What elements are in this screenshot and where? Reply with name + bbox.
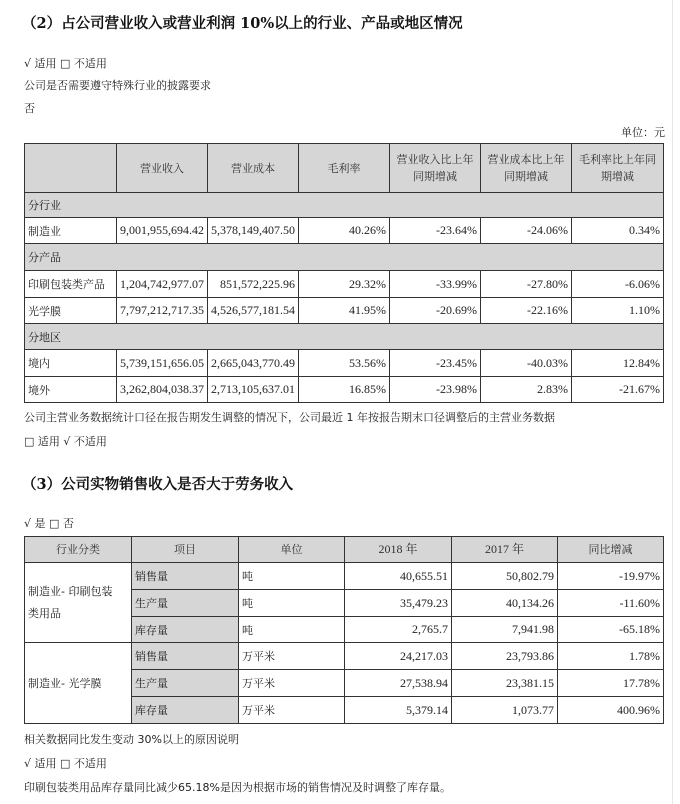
rev-change-cell: -23.64% (390, 218, 481, 244)
revenue-cell: 9,001,955,694.42 (117, 218, 208, 244)
row-name: 光学膜 (25, 298, 117, 324)
cost-change-cell: -27.80% (481, 271, 572, 298)
margin-cell: 40.26% (299, 218, 390, 244)
table-row (25, 298, 664, 324)
reason-title: 相关数据同比发生变动 30%以上的原因说明 (24, 733, 239, 746)
section-label: 分地区 (25, 324, 664, 350)
header-rev-change-line1: 营业收入比上年 (396, 153, 474, 166)
margin-change-cell: 0.34% (572, 218, 664, 244)
header-cost-change-line1: 营业成本比上年 (487, 153, 565, 166)
y2017-cell: 23,793.86 (452, 643, 558, 670)
section3-answer: √ 是 □ 否 (24, 517, 74, 530)
margin-cell: 16.85% (299, 377, 390, 403)
section-row-product (25, 244, 664, 271)
page-edge (672, 0, 673, 804)
table-row (25, 563, 664, 590)
table-row (25, 643, 664, 670)
y2018-cell: 35,479.23 (345, 590, 452, 617)
cost-change-cell: 2.83% (481, 377, 572, 403)
revenue-cell: 3,262,804,038.37 (117, 377, 208, 403)
y2017-cell: 23,381.15 (452, 670, 558, 697)
header-cost-change-line2: 同期增减 (504, 170, 548, 183)
cost-change-cell: -22.16% (481, 298, 572, 324)
change-cell: 17.78% (558, 670, 664, 697)
margin-change-cell: 12.84% (572, 350, 664, 377)
header-margin-change-line2: 期增减 (601, 170, 634, 183)
change-cell: -11.60% (558, 590, 664, 617)
section3-title: （3）公司实物销售收入是否大于劳务收入 (22, 476, 294, 493)
cost-cell: 851,572,225.96 (208, 271, 299, 298)
margin-cell: 41.95% (299, 298, 390, 324)
margin-cell: 29.32% (299, 271, 390, 298)
y2017-cell: 40,134.26 (452, 590, 558, 617)
item-cell: 销售量 (132, 563, 239, 590)
header-item: 项目 (132, 537, 239, 563)
y2018-cell: 24,217.03 (345, 643, 452, 670)
header-cost-change (481, 144, 572, 193)
item-cell: 销售量 (132, 643, 239, 670)
table-row (25, 218, 664, 244)
section2-question: 公司是否需要遵守特殊行业的披露要求 (24, 79, 211, 92)
unit-cell: 吨 (239, 590, 345, 617)
header-2017: 2017 年 (452, 537, 558, 563)
cost-change-cell: -24.06% (481, 218, 572, 244)
item-cell: 库存量 (132, 697, 239, 724)
section2-note-applicable: □ 适用 √ 不适用 (24, 435, 107, 448)
change-cell: 1.78% (558, 643, 664, 670)
header-margin-change (572, 144, 664, 193)
unit-cell: 吨 (239, 617, 345, 643)
margin-cell: 53.56% (299, 350, 390, 377)
section2-note: 公司主营业务数据统计口径在报告期发生调整的情况下，公司最近 1 年按报告期末口径调整后的主营业务数据 (24, 411, 555, 424)
section2-answer: 否 (24, 102, 35, 115)
unit-cell: 万平米 (239, 697, 345, 724)
unit-cell: 万平米 (239, 643, 345, 670)
reason-text: 印刷包装类用品库存量同比减少65.18%是因为根据市场的销售情况及时调整了库存量。 (24, 781, 451, 794)
row-name: 境内 (25, 350, 117, 377)
table-row (25, 350, 664, 377)
cost-cell: 5,378,149,407.50 (208, 218, 299, 244)
item-cell: 生产量 (132, 590, 239, 617)
sales-table (24, 536, 664, 724)
header-change: 同比增减 (558, 537, 664, 563)
category-cell: 制造业- 光学膜 (25, 643, 132, 724)
y2017-cell: 50,802.79 (452, 563, 558, 590)
y2018-cell: 2,765.7 (345, 617, 452, 643)
row-name: 印刷包装类产品 (25, 271, 117, 298)
category-cell: 制造业- 印刷包装类用品 (25, 563, 132, 643)
margin-change-cell: 1.10% (572, 298, 664, 324)
header-margin-change-line1: 毛利率比上年同 (579, 153, 656, 166)
table-row (25, 377, 664, 403)
rev-change-cell: -33.99% (390, 271, 481, 298)
header-margin: 毛利率 (299, 144, 390, 193)
unit-label: 单位：元 (621, 126, 665, 139)
y2018-cell: 27,538.94 (345, 670, 452, 697)
section-row-industry (25, 193, 664, 218)
revenue-cell: 1,204,742,977.07 (117, 271, 208, 298)
cost-cell: 2,665,043,770.49 (208, 350, 299, 377)
header-unit: 单位 (239, 537, 345, 563)
header-category: 行业分类 (25, 537, 132, 563)
y2018-cell: 5,379.14 (345, 697, 452, 724)
revenue-cell: 7,797,212,717.35 (117, 298, 208, 324)
header-rev-change-line2: 同期增减 (413, 170, 457, 183)
y2018-cell: 40,655.51 (345, 563, 452, 590)
rev-change-cell: -23.45% (390, 350, 481, 377)
cost-cell: 4,526,577,181.54 (208, 298, 299, 324)
cost-cell: 2,713,105,637.01 (208, 377, 299, 403)
section-label: 分产品 (25, 244, 664, 271)
rev-change-cell: -23.98% (390, 377, 481, 403)
unit-cell: 吨 (239, 563, 345, 590)
change-cell: -65.18% (558, 617, 664, 643)
margin-change-cell: -6.06% (572, 271, 664, 298)
item-cell: 生产量 (132, 670, 239, 697)
table-header-row (25, 537, 664, 563)
change-cell: 400.96% (558, 697, 664, 724)
table-header-row (25, 144, 664, 193)
row-name: 制造业 (25, 218, 117, 244)
margin-change-cell: -21.67% (572, 377, 664, 403)
header-revenue: 营业收入 (117, 144, 208, 193)
rev-change-cell: -20.69% (390, 298, 481, 324)
reason-applicable: √ 适用 □ 不适用 (24, 757, 107, 770)
change-cell: -19.97% (558, 563, 664, 590)
y2017-cell: 7,941.98 (452, 617, 558, 643)
revenue-table (24, 143, 664, 403)
section2-applicable: √ 适用 □ 不适用 (24, 57, 107, 70)
unit-cell: 万平米 (239, 670, 345, 697)
header-rev-change (390, 144, 481, 193)
section2-title: （2）占公司营业收入或营业利润 10%以上的行业、产品或地区情况 (22, 15, 463, 32)
cost-change-cell: -40.03% (481, 350, 572, 377)
section-label: 分行业 (25, 193, 664, 218)
header-2018: 2018 年 (345, 537, 452, 563)
row-name: 境外 (25, 377, 117, 403)
item-cell: 库存量 (132, 617, 239, 643)
revenue-cell: 5,739,151,656.05 (117, 350, 208, 377)
header-cost: 营业成本 (208, 144, 299, 193)
header-blank (25, 144, 117, 193)
table-row (25, 271, 664, 298)
section-row-region (25, 324, 664, 350)
y2017-cell: 1,073.77 (452, 697, 558, 724)
